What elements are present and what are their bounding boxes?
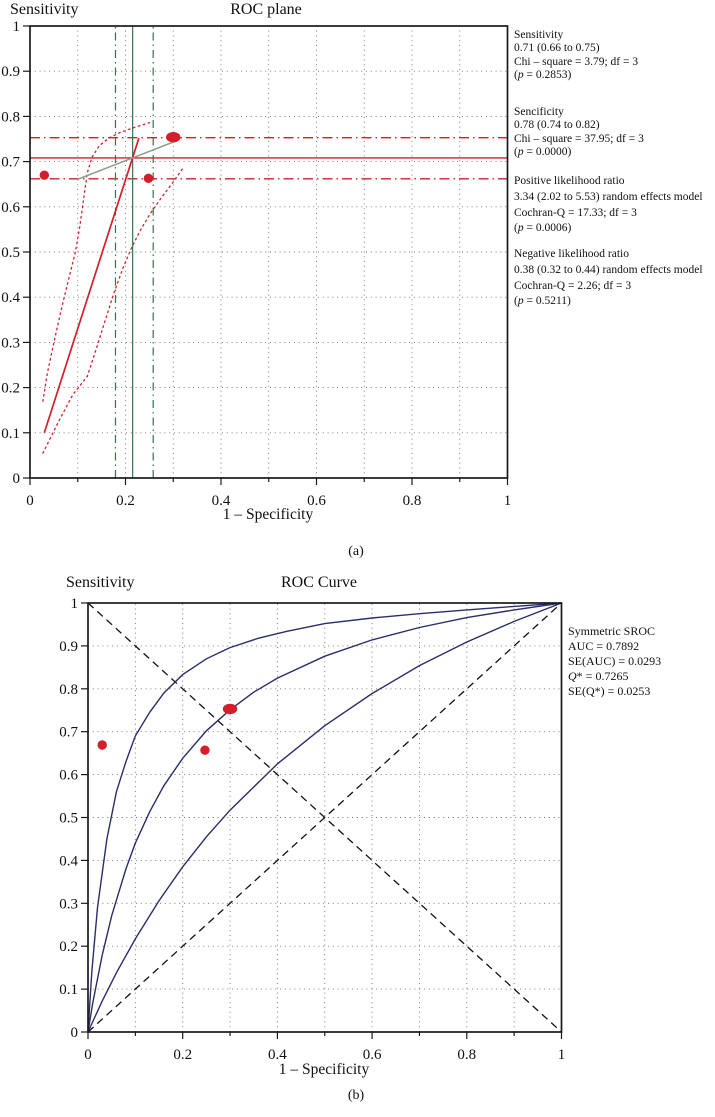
- x-tick-label: 0: [84, 1047, 92, 1063]
- data-point-large: [223, 704, 237, 714]
- stats-line: SE(Q*) = 0.0253: [568, 684, 651, 698]
- stats-line: (p = 0.0000): [514, 145, 572, 158]
- y-tick-label: 0.8: [1, 109, 20, 126]
- y-tick-label: 0.7: [59, 724, 78, 741]
- x-tick-label: 0: [26, 493, 34, 509]
- stats-line: Q* = 0.7265: [568, 669, 629, 683]
- sroc-stats-block: [568, 624, 661, 699]
- stats-line: (p = 0.2853): [514, 68, 572, 81]
- positive-lr-stats-block: [514, 174, 703, 237]
- stats-line: Symmetric SROC: [568, 624, 656, 638]
- x-axis-title: 1 – Specificity: [222, 506, 314, 523]
- regression-line: [44, 138, 139, 433]
- stats-line: (p = 0.0006): [514, 222, 572, 235]
- sensitivity-stats-block: [514, 29, 638, 82]
- negative-lr-stats-block: [514, 247, 703, 310]
- stats-line: Positive likelihood ratio: [514, 175, 625, 187]
- x-tick-label: 1: [503, 493, 512, 509]
- y-tick-label: 0.4: [1, 290, 20, 307]
- y-tick-label: 0.5: [59, 810, 78, 827]
- stats-line: 0.38 (0.32 to 0.44) random effects model: [514, 263, 703, 276]
- stats-line: Cochran-Q = 2.26; df = 3: [514, 279, 632, 292]
- regression-ci-dotted-line: [43, 123, 149, 402]
- x-axis-title: 1 – Specificity: [278, 1061, 370, 1078]
- y-tick-label: 1: [70, 596, 78, 612]
- y-tick-label: 0.9: [59, 638, 78, 655]
- y-tick-label: 0.3: [59, 896, 78, 913]
- stats-line: Negative likelihood ratio: [514, 248, 629, 260]
- y-tick-label: 0.4: [59, 853, 78, 870]
- x-tick-label: 0.6: [307, 493, 326, 509]
- stats-line: AUC = 0.7892: [568, 639, 640, 653]
- y-tick-label: 0.1: [1, 425, 20, 442]
- caption-a: (a): [348, 544, 364, 559]
- stats-line: Chi – square = 37.95; df = 3: [514, 132, 644, 145]
- stats-line: SE(AUC) = 0.0293: [568, 654, 662, 668]
- stats-line: 0.78 (0.74 to 0.82): [514, 119, 600, 132]
- x-tick-label: 1: [557, 1047, 566, 1063]
- y-tick-label: 0.3: [1, 335, 20, 352]
- specificity-stats-block: [514, 106, 644, 159]
- x-tick-label: 0.8: [402, 493, 422, 509]
- stats-line: 0.71 (0.66 to 0.75): [514, 42, 600, 55]
- x-tick-label: 0.4: [268, 1047, 287, 1063]
- y-tick-label: 0.2: [1, 380, 20, 397]
- data-point: [40, 170, 49, 179]
- data-point: [98, 740, 107, 749]
- data-point-large: [166, 132, 180, 142]
- chart-title: ROC plane: [230, 1, 302, 18]
- data-point: [144, 174, 153, 183]
- y-tick-label: 0.6: [1, 199, 20, 216]
- y-tick-label: 0.5: [1, 245, 20, 261]
- y-axis-title: Sensitivity: [10, 1, 79, 18]
- stats-line: (p = 0.5211): [514, 295, 571, 308]
- stats-line: Sencificity: [514, 106, 564, 118]
- stats-line: 3.34 (2.02 to 5.53) random effects model: [514, 190, 703, 203]
- x-tick-label: 0.8: [457, 1047, 477, 1063]
- y-tick-label: 0.2: [59, 939, 78, 956]
- y-tick-label: 1: [12, 19, 20, 35]
- stats-line: Chi – square = 3.79; df = 3: [514, 55, 639, 68]
- y-tick-label: 0.1: [59, 982, 78, 999]
- stats-line: Sensitivity: [514, 29, 564, 41]
- y-tick-label: 0.9: [1, 64, 20, 81]
- x-tick-label: 0.4: [211, 493, 231, 509]
- y-tick-label: 0: [70, 1025, 78, 1041]
- y-tick-label: 0.7: [1, 154, 20, 171]
- y-tick-label: 0.6: [59, 767, 78, 784]
- stats-line: Cochran-Q = 17.33; df = 3: [514, 206, 637, 219]
- regression-ci-dotted-line: [43, 167, 184, 453]
- x-tick-label: 0.2: [116, 493, 135, 509]
- data-point: [200, 745, 209, 754]
- x-tick-label: 0.6: [362, 1047, 382, 1063]
- x-tick-label: 0.2: [173, 1047, 193, 1063]
- y-tick-label: 0: [12, 471, 20, 487]
- chart-title: ROC Curve: [281, 574, 357, 591]
- y-tick-label: 0.8: [59, 681, 78, 698]
- y-axis-title: Sensitivity: [66, 574, 135, 591]
- caption-b: (b): [347, 1088, 365, 1103]
